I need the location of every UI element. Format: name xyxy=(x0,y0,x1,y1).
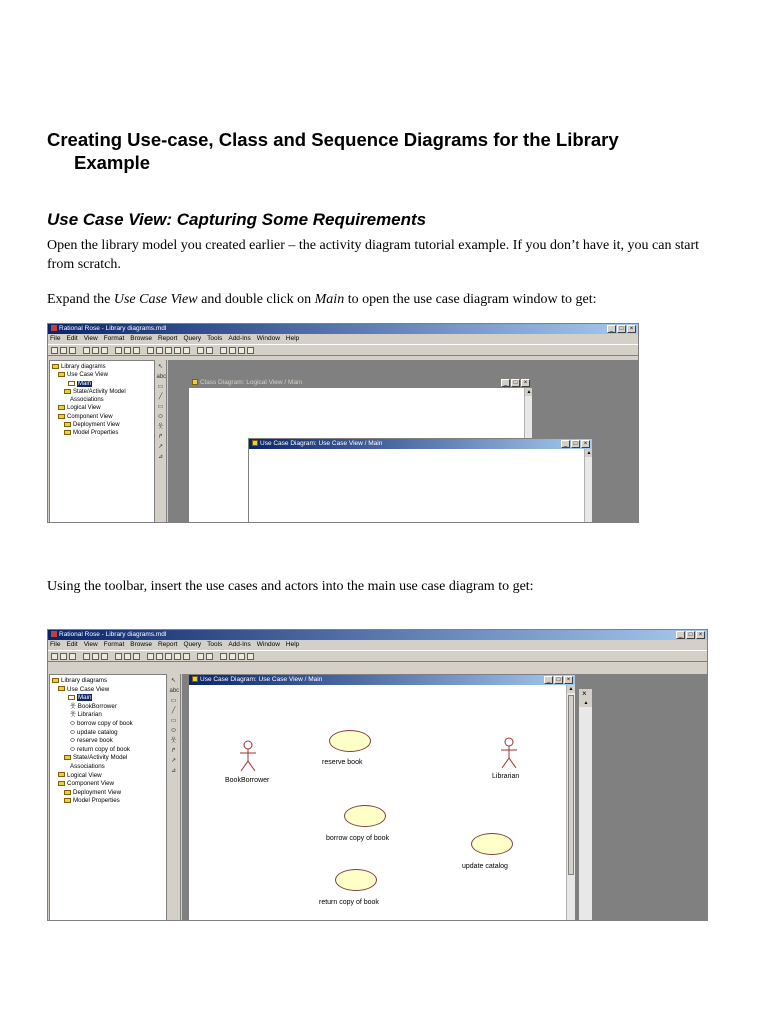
use-case-label: borrow copy of book xyxy=(326,835,390,842)
title-line-1: Creating Use-case, Class and Sequence Diagrams for the Library xyxy=(47,129,619,150)
folder-icon xyxy=(64,430,71,435)
tree-item-update[interactable] xyxy=(52,729,164,738)
association-tool-icon[interactable]: ↱ xyxy=(170,748,177,754)
tree-item-label: State/Activity Model xyxy=(73,754,128,762)
window-controls xyxy=(607,325,636,333)
tree-item-label: Component View xyxy=(67,780,115,788)
maximize-button[interactable]: □ xyxy=(617,325,626,333)
menu-file[interactable]: File xyxy=(50,641,61,648)
use-case-diagram-icon xyxy=(192,676,198,682)
use-case-tool-icon[interactable]: ⬭ xyxy=(170,728,177,734)
save-icon[interactable] xyxy=(69,653,76,660)
diagram-icon[interactable] xyxy=(147,653,154,660)
diagram-icon[interactable] xyxy=(165,653,172,660)
use-case-label: update catalog xyxy=(462,863,508,870)
maximize-button[interactable]: □ xyxy=(571,440,580,448)
diagram-icon[interactable] xyxy=(156,653,163,660)
diagram-workspace xyxy=(168,360,639,523)
undo-fit-icon[interactable] xyxy=(247,653,254,660)
app-titlebar xyxy=(48,630,707,640)
close-button[interactable]: × xyxy=(521,379,530,387)
paste-icon[interactable] xyxy=(101,347,108,354)
tree-item-librarian[interactable] xyxy=(52,711,164,720)
tree-item-label: Logical View xyxy=(67,405,101,412)
paragraph-expand-mid: and double click on xyxy=(197,292,315,307)
use-case-return-copy[interactable] xyxy=(335,869,377,891)
diagram-icon[interactable] xyxy=(174,347,181,354)
menu-report[interactable]: Report xyxy=(157,641,178,648)
diagram-icon xyxy=(68,381,75,386)
tree-item-label: State/Activity Model xyxy=(73,388,126,395)
child-window-controls xyxy=(544,676,573,684)
child-window-controls xyxy=(561,440,590,448)
tree-item-label: Library diagrams xyxy=(61,364,106,370)
window-controls xyxy=(676,631,705,639)
tree-item-label: borrow copy of book xyxy=(77,719,133,727)
maximize-button[interactable]: □ xyxy=(511,379,520,387)
text-tool-icon[interactable]: abc xyxy=(169,688,180,694)
model-browser xyxy=(49,360,155,523)
close-icon[interactable]: × xyxy=(579,689,592,699)
folder-icon xyxy=(58,405,65,410)
menu-help[interactable]: Help xyxy=(285,641,300,648)
tree-item-label: reserve book xyxy=(77,737,113,745)
paragraph-expand-suffix: to open the use case diagram window to get: xyxy=(344,292,597,307)
tree-item-bookborrower[interactable] xyxy=(52,703,164,712)
menu-bar xyxy=(48,334,638,344)
paragraph-expand-prefix: Expand the xyxy=(47,292,114,307)
tree-item-logical-view[interactable] xyxy=(52,404,152,412)
main-toolbar xyxy=(48,344,638,356)
note-tool-icon[interactable]: ▭ xyxy=(170,698,177,704)
menu-format[interactable]: Format xyxy=(103,641,125,648)
folder-icon xyxy=(58,781,65,786)
tree-item-label: Logical View xyxy=(67,771,102,779)
use-case-diagram-titlebar xyxy=(189,675,575,685)
help-icon[interactable] xyxy=(124,653,131,660)
tree-item-use-case-view[interactable] xyxy=(52,686,164,695)
rose-app-icon xyxy=(51,631,57,637)
tree-item-label: update catalog xyxy=(77,728,118,736)
diagram-icon[interactable] xyxy=(156,347,163,354)
vertical-scrollbar[interactable] xyxy=(566,685,575,921)
paragraph-intro: Open the library model you created earlier – the activity diagram tutorial example. If you don’t have it, you can start from scratch. xyxy=(47,238,700,272)
zoom-out-icon[interactable] xyxy=(229,653,236,660)
undo-fit-icon[interactable] xyxy=(247,347,254,354)
tree-item-label: Deployment View xyxy=(73,788,122,796)
tree-item-state-activity[interactable] xyxy=(52,388,152,396)
minimize-button[interactable]: _ xyxy=(561,440,570,448)
copy-icon[interactable] xyxy=(92,653,99,660)
print-icon[interactable] xyxy=(115,347,122,354)
zoom-out-icon[interactable] xyxy=(229,347,236,354)
text-tool-icon[interactable]: abc xyxy=(156,374,167,380)
tree-item-label: Main xyxy=(78,694,92,702)
menu-browse[interactable]: Browse xyxy=(130,641,152,648)
tree-item-state-activity[interactable] xyxy=(52,754,164,763)
app-title: Rational Rose - Library diagrams.mdl xyxy=(59,325,167,332)
save-icon[interactable] xyxy=(69,347,76,354)
tree-item-borrow[interactable] xyxy=(52,720,164,729)
menu-addins[interactable]: Add-Ins xyxy=(228,641,251,648)
menu-query[interactable]: Query xyxy=(183,335,202,342)
use-case-diagram-title: Use Case Diagram: Use Case View / Main xyxy=(200,676,323,683)
cut-icon[interactable] xyxy=(83,347,90,354)
generalization-tool-icon[interactable]: ⊿ xyxy=(157,454,164,460)
tree-item-reserve[interactable] xyxy=(52,737,164,746)
use-case-diagram-titlebar xyxy=(249,439,592,449)
folder-icon xyxy=(58,686,65,691)
menu-view[interactable]: View xyxy=(83,641,98,648)
folder-icon xyxy=(52,678,59,683)
use-case-diagram-window[interactable] xyxy=(188,674,576,921)
menu-tools[interactable]: Tools xyxy=(207,641,223,648)
close-button[interactable]: × xyxy=(696,631,705,639)
actor-tool-icon[interactable]: 웃 xyxy=(170,738,177,744)
tree-item-main[interactable] xyxy=(52,694,164,703)
zoom-in-icon[interactable] xyxy=(220,347,227,354)
tree-item-label: Associations xyxy=(70,397,104,404)
tree-item-model-properties[interactable] xyxy=(52,797,164,806)
main-toolbar xyxy=(48,650,707,662)
rose-window-2 xyxy=(47,629,708,921)
tree-item-root[interactable] xyxy=(52,677,164,686)
dependency-tool-icon[interactable]: ↗ xyxy=(157,444,164,450)
folder-icon xyxy=(64,389,71,394)
use-case-icon: ⬭ xyxy=(70,728,78,736)
actor-tool-icon[interactable]: 웃 xyxy=(157,424,164,430)
tree-item-main[interactable] xyxy=(52,380,152,388)
menu-bar xyxy=(48,640,707,650)
maximize-button[interactable]: □ xyxy=(554,676,563,684)
menu-tools[interactable]: Tools xyxy=(207,335,223,342)
help-icon[interactable] xyxy=(124,347,131,354)
fit-icon[interactable] xyxy=(238,653,245,660)
use-case-diagram-title: Use Case Diagram: Use Case View / Main xyxy=(260,440,383,447)
paragraph-expand xyxy=(47,290,727,309)
scroll-up-icon[interactable]: ▲ xyxy=(568,686,574,692)
back-icon[interactable] xyxy=(206,347,213,354)
scroll-thumb[interactable] xyxy=(568,695,574,875)
tree-item-label: Librarian xyxy=(77,711,102,719)
actor-librarian[interactable] xyxy=(498,737,520,771)
tree-item-associations[interactable] xyxy=(52,396,152,404)
package-tool-icon[interactable]: ▭ xyxy=(170,718,177,724)
diagram-toolbox xyxy=(167,674,181,921)
use-case-icon: ⬭ xyxy=(70,745,78,753)
new-icon[interactable] xyxy=(51,347,58,354)
tree-item-deployment-view[interactable] xyxy=(52,789,164,798)
minimize-button[interactable]: _ xyxy=(544,676,553,684)
cut-icon[interactable] xyxy=(83,653,90,660)
diagram-icon[interactable] xyxy=(174,653,181,660)
folder-icon xyxy=(58,414,65,419)
use-case-diagram-icon xyxy=(252,440,258,446)
use-case-diagram-window[interactable] xyxy=(248,438,593,523)
tree-item-label: BookBorrower xyxy=(77,702,117,710)
menu-edit[interactable]: Edit xyxy=(66,335,78,342)
tree-item-label: Use Case View xyxy=(67,372,108,379)
tree-item-use-case-view[interactable] xyxy=(52,371,152,379)
menu-edit[interactable]: Edit xyxy=(66,641,78,648)
package-tool-icon[interactable]: ▭ xyxy=(157,404,164,410)
menu-report[interactable]: Report xyxy=(157,335,178,342)
folder-icon xyxy=(64,790,71,795)
selection-tool-icon[interactable]: ↖ xyxy=(157,364,164,370)
generalization-tool-icon[interactable]: ⊿ xyxy=(170,768,177,774)
scroll-up-icon[interactable]: ▲ xyxy=(586,450,592,456)
anchor-tool-icon[interactable]: ╱ xyxy=(158,394,163,400)
tree-item-root[interactable] xyxy=(52,363,152,371)
use-case-icon: ⬭ xyxy=(70,719,78,727)
scroll-up-icon[interactable]: ▲ xyxy=(579,699,593,707)
use-case-reserve-book[interactable] xyxy=(329,730,371,752)
copy-icon[interactable] xyxy=(92,347,99,354)
minimize-button[interactable]: _ xyxy=(676,631,685,639)
tree-item-label: Library diagrams xyxy=(61,677,108,684)
browser-icon[interactable] xyxy=(133,653,140,660)
association-tool-icon[interactable]: ↱ xyxy=(157,434,164,440)
zoom-in-icon[interactable] xyxy=(220,653,227,660)
tree-item-deployment-view[interactable] xyxy=(52,421,152,429)
menu-help[interactable]: Help xyxy=(285,335,300,342)
maximize-button[interactable]: □ xyxy=(686,631,695,639)
menu-view[interactable]: View xyxy=(83,335,98,342)
close-button[interactable]: × xyxy=(564,676,573,684)
folder-icon xyxy=(64,798,71,803)
actor-bookborrower[interactable] xyxy=(237,740,259,774)
page-title xyxy=(47,128,727,174)
use-case-tool-icon[interactable]: ⬭ xyxy=(157,414,164,420)
class-diagram-titlebar xyxy=(189,378,532,388)
tree-item-label: Model Properties xyxy=(73,797,120,805)
dependency-tool-icon[interactable]: ↗ xyxy=(170,758,177,764)
menu-format[interactable]: Format xyxy=(103,335,125,342)
use-case-label: return copy of book xyxy=(319,899,379,906)
vertical-scrollbar[interactable] xyxy=(584,449,592,523)
diagram-icon[interactable] xyxy=(183,347,190,354)
open-icon[interactable] xyxy=(60,347,67,354)
minimize-button[interactable]: _ xyxy=(501,379,510,387)
app-title: Rational Rose - Library diagrams.mdl xyxy=(59,631,167,638)
class-diagram-icon xyxy=(192,379,198,385)
model-browser xyxy=(49,674,167,921)
scroll-up-icon[interactable]: ▲ xyxy=(526,389,532,395)
main-term: Main xyxy=(314,292,345,307)
folder-icon xyxy=(58,772,65,777)
menu-browse[interactable]: Browse xyxy=(130,335,152,342)
tree-item-component-view[interactable] xyxy=(52,780,164,789)
use-case-label: reserve book xyxy=(322,759,363,766)
tree-item-label: Model Properties xyxy=(73,430,119,437)
child-window-controls xyxy=(501,379,530,387)
print-icon[interactable] xyxy=(115,653,122,660)
tree-item-label: Main xyxy=(78,380,92,387)
menu-file[interactable]: File xyxy=(50,335,61,342)
background-diagram-window[interactable] xyxy=(578,688,593,921)
actor-icon: 웃 xyxy=(70,702,78,710)
rose-window-1 xyxy=(47,323,639,523)
open-icon[interactable] xyxy=(60,653,67,660)
tree-item-model-properties[interactable] xyxy=(52,429,152,437)
diagram-toolbox xyxy=(155,360,167,523)
actor-label: BookBorrower xyxy=(225,777,270,784)
menu-query[interactable]: Query xyxy=(183,641,202,648)
folder-icon xyxy=(52,364,59,369)
menu-window[interactable]: Window xyxy=(256,335,280,342)
tree-item-label: return copy of book xyxy=(77,745,130,753)
diagram-icon xyxy=(68,695,75,700)
class-diagram-title: Class Diagram: Logical View / Main xyxy=(200,379,303,386)
actor-icon: 웃 xyxy=(70,711,78,719)
back-icon[interactable] xyxy=(206,653,213,660)
tree-item-component-view[interactable] xyxy=(52,413,152,421)
diagram-workspace xyxy=(182,674,708,921)
tree-item-return[interactable] xyxy=(52,746,164,755)
section-title: Use Case View: Capturing Some Requirements xyxy=(47,210,427,229)
tree-item-logical-view[interactable] xyxy=(52,772,164,781)
diagram-icon[interactable] xyxy=(183,653,190,660)
menu-window[interactable]: Window xyxy=(256,641,280,648)
browse-up-icon[interactable] xyxy=(197,653,204,660)
use-case-borrow-copy[interactable] xyxy=(344,805,386,827)
folder-icon xyxy=(64,422,71,427)
use-case-view-term: Use Case View xyxy=(113,292,198,307)
paragraph-toolbar: Using the toolbar, insert the use cases and actors into the main use case diagram to get: xyxy=(47,579,534,594)
new-icon[interactable] xyxy=(51,653,58,660)
vertical-scrollbar[interactable] xyxy=(578,699,592,921)
actor-label: Librarian xyxy=(492,773,520,780)
use-case-icon: ⬭ xyxy=(70,737,78,745)
tree-item-label: Deployment View xyxy=(73,422,120,429)
note-tool-icon[interactable]: ▭ xyxy=(157,384,164,390)
close-button[interactable]: × xyxy=(581,440,590,448)
diagram-icon[interactable] xyxy=(165,347,172,354)
browse-up-icon[interactable] xyxy=(197,347,204,354)
tree-item-associations[interactable] xyxy=(52,763,164,772)
use-case-update-catalog[interactable] xyxy=(471,833,513,855)
tree-item-label: Component View xyxy=(67,413,113,420)
fit-icon[interactable] xyxy=(238,347,245,354)
diagram-icon[interactable] xyxy=(147,347,154,354)
folder-icon xyxy=(58,372,65,377)
anchor-tool-icon[interactable]: ╱ xyxy=(171,708,176,714)
paste-icon[interactable] xyxy=(101,653,108,660)
rose-app-icon xyxy=(51,325,57,331)
minimize-button[interactable]: _ xyxy=(607,325,616,333)
close-button[interactable]: × xyxy=(627,325,636,333)
title-line-2: Example xyxy=(74,152,151,173)
app-titlebar xyxy=(48,324,638,334)
browser-icon[interactable] xyxy=(133,347,140,354)
tree-item-label: Use Case View xyxy=(67,685,110,693)
selection-tool-icon[interactable]: ↖ xyxy=(170,678,177,684)
menu-addins[interactable]: Add-Ins xyxy=(228,335,251,342)
folder-icon xyxy=(64,755,71,760)
tree-item-label: Associations xyxy=(70,762,105,770)
